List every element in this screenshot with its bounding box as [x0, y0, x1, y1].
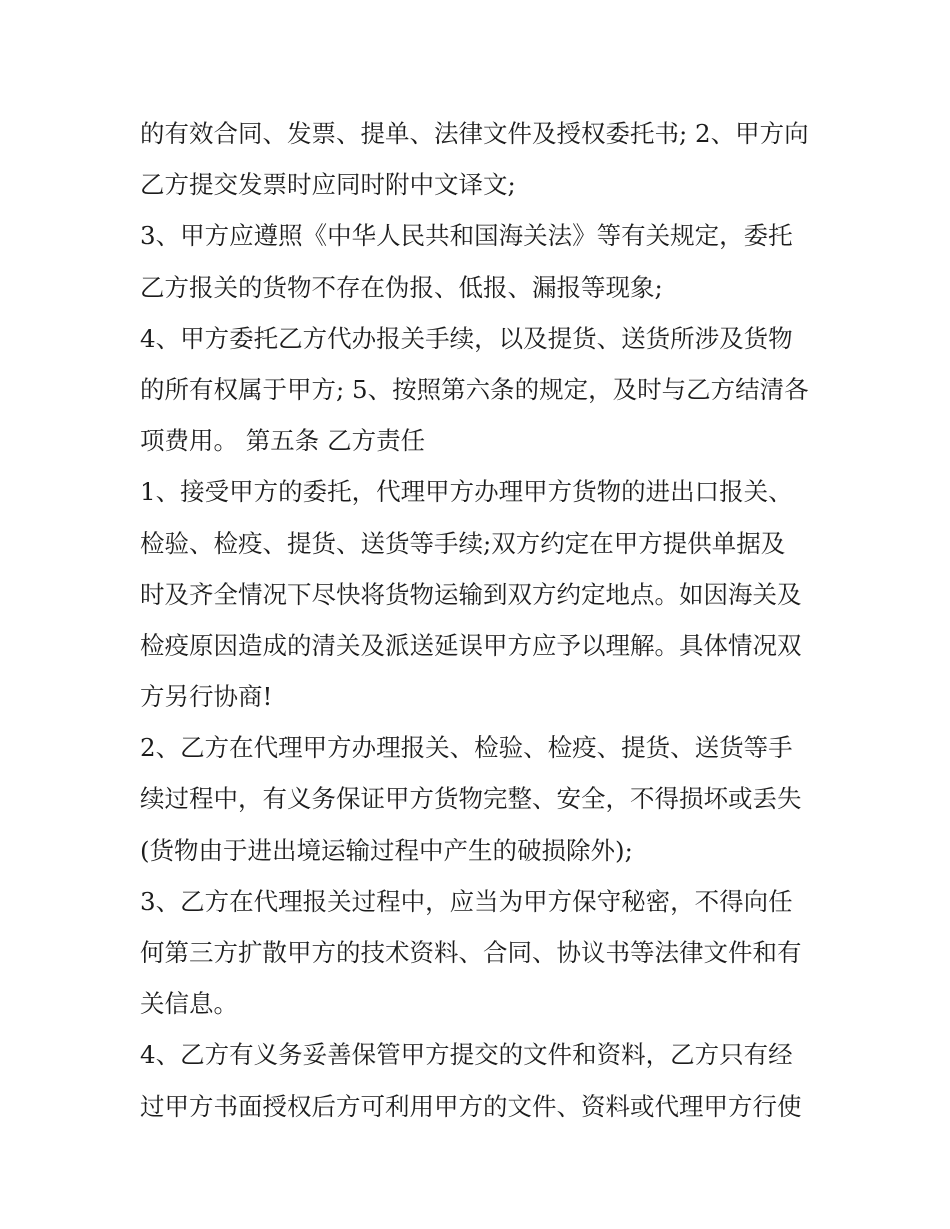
- text-line-2: 乙方提交发票时应同时附中文译文;: [140, 170, 516, 200]
- text-line-9: 检验、检疫、提货、送货等手续;双方约定在甲方提供单据及: [140, 528, 786, 558]
- text-line-17: 何第三方扩散甲方的技术资料、合同、协议书等法律文件和有: [140, 938, 802, 967]
- text-line-16: 3、乙方在代理报关过程中，应当为甲方保守秘密，不得向任: [140, 886, 793, 916]
- text-line-20: 过甲方书面授权后方可利用甲方的文件、资料或代理甲方行使: [140, 1091, 802, 1121]
- text-line-1: 的有效合同、发票、提单、法律文件及授权委托书; 2、甲方向: [140, 119, 809, 148]
- document-body: [140, 108, 820, 1132]
- text-line-13: 2、乙方在代理甲方办理报关、检验、检疫、提货、送货等手: [140, 733, 793, 763]
- text-line-10: 时及齐全情况下尽快将货物运输到双方约定地点。如因海关及: [140, 579, 802, 609]
- text-line-11: 检疫原因造成的清关及派送延误甲方应予以理解。具体情况双: [140, 630, 802, 660]
- text-line-6: 的所有权属于甲方; 5、按照第六条的规定，及时与乙方结清各: [140, 374, 809, 404]
- text-line-8: 1、接受甲方的委托，代理甲方办理甲方货物的进出口报关、: [140, 477, 793, 507]
- text-line-5: 4、甲方委托乙方代办报关手续，以及提货、送货所涉及货物: [140, 323, 793, 353]
- text-line-19: 4、乙方有义务妥善保管甲方提交的文件和资料，乙方只有经: [140, 1040, 793, 1070]
- text-line-12: 方另行协商!: [140, 682, 273, 712]
- text-line-4: 乙方报关的货物不存在伪报、低报、漏报等现象;: [140, 272, 663, 302]
- text-line-14: 续过程中，有义务保证甲方货物完整、安全，不得损坏或丢失: [140, 784, 802, 814]
- text-line-7: 项费用。 第五条 乙方责任: [140, 426, 426, 456]
- text-line-18: 关信息。: [140, 989, 238, 1019]
- text-line-3: 3、甲方应遵照《中华人民共和国海关法》等有关规定，委托: [140, 221, 793, 251]
- text-line-15: (货物由于进出境运输过程中产生的破损除外);: [140, 835, 633, 865]
